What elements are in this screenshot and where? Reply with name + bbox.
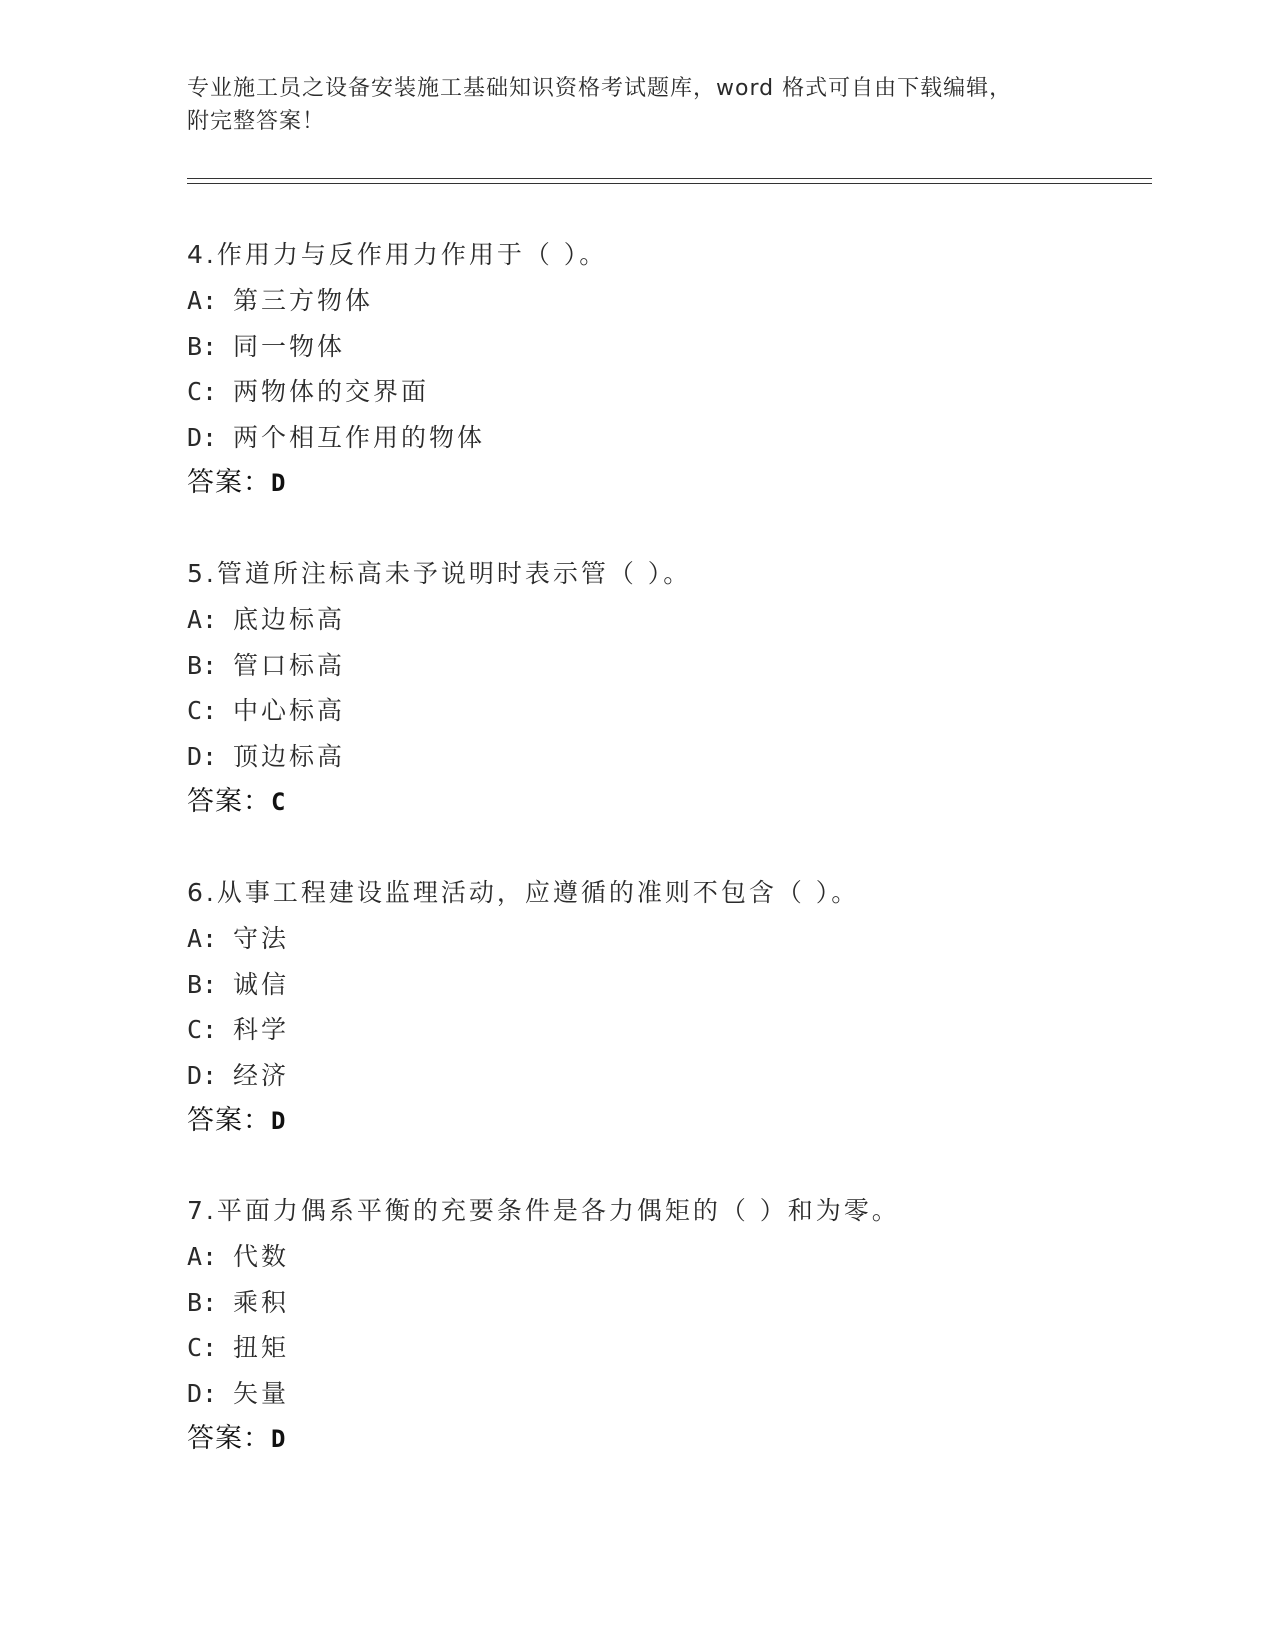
option-a [187,1234,1147,1280]
option-letter: A: [187,605,218,634]
question-block [187,1188,1147,1462]
header-line-1: 专业施工员之设备安装施工基础知识资格考试题库，word 格式可自由下载编辑， [187,76,1013,101]
question-block [187,551,1147,825]
option-text: 乘积 [233,1287,290,1317]
option-letter: C: [187,377,218,406]
option-letter: A: [187,924,218,953]
option-text: 代数 [233,1242,290,1271]
option-text: 底边标高 [233,605,346,634]
answer-value: D [271,469,286,497]
option-a [187,916,1147,962]
option-text: 同一物体 [233,331,346,361]
answer-label: 答案： [187,1105,271,1136]
answer-value: D [271,1425,286,1453]
header-divider-bottom [187,183,1152,184]
option-letter: B: [187,650,218,680]
answer-label: 答案： [187,786,271,817]
question-block [187,870,1147,1144]
option-letter: D: [187,1060,218,1090]
option-letter: C: [187,696,218,725]
option-letter: A: [187,286,218,315]
option-d [187,1371,1147,1417]
option-c [187,369,1147,415]
option-d [187,734,1147,780]
answer-label: 答案： [187,1423,271,1454]
option-letter: A: [187,1242,218,1271]
option-text: 守法 [233,924,290,953]
option-b [187,962,1147,1008]
option-c [187,1007,1147,1053]
answer-line [187,1098,1147,1144]
option-text: 经济 [233,1060,290,1090]
question-block [187,232,1147,506]
option-a [187,597,1147,643]
option-text: 管口标高 [233,650,346,680]
question-title: 6.从事工程建设监理活动，应遵循的准则不包含（ ）。 [187,878,860,907]
option-text: 矢量 [233,1378,290,1408]
option-d [187,1053,1147,1099]
option-b [187,324,1147,370]
header-line-2: 附完整答案！ [187,109,326,134]
answer-line [187,1416,1147,1462]
option-a [187,278,1147,324]
answer-line [187,460,1147,506]
option-letter: B: [187,1287,218,1317]
option-d [187,415,1147,461]
answer-value: D [271,1107,286,1135]
option-letter: D: [187,741,218,771]
option-text: 第三方物体 [233,286,374,315]
question-title: 7.平面力偶系平衡的充要条件是各力偶矩的（ ）和为零。 [187,1196,900,1225]
option-letter: B: [187,969,218,999]
option-letter: B: [187,331,218,361]
option-letter: C: [187,1015,218,1044]
answer-line [187,779,1147,825]
question-title: 5.管道所注标高未予说明时表示管（ ）。 [187,559,692,588]
question-title: 4.作用力与反作用力作用于（ ）。 [187,240,608,269]
option-letter: C: [187,1333,218,1362]
option-text: 中心标高 [233,696,346,725]
option-text: 顶边标高 [233,741,346,771]
option-letter: D: [187,422,218,452]
document-header [187,72,1087,138]
option-text: 两物体的交界面 [233,377,430,406]
option-text: 科学 [233,1015,290,1044]
option-text: 诚信 [233,969,290,999]
option-c [187,688,1147,734]
option-text: 扭矩 [233,1333,290,1362]
answer-label: 答案： [187,467,271,498]
option-b [187,1280,1147,1326]
answer-value: C [271,788,286,816]
option-letter: D: [187,1378,218,1408]
option-c [187,1325,1147,1371]
option-text: 两个相互作用的物体 [233,422,486,452]
header-divider-top [187,178,1152,179]
option-b [187,643,1147,689]
